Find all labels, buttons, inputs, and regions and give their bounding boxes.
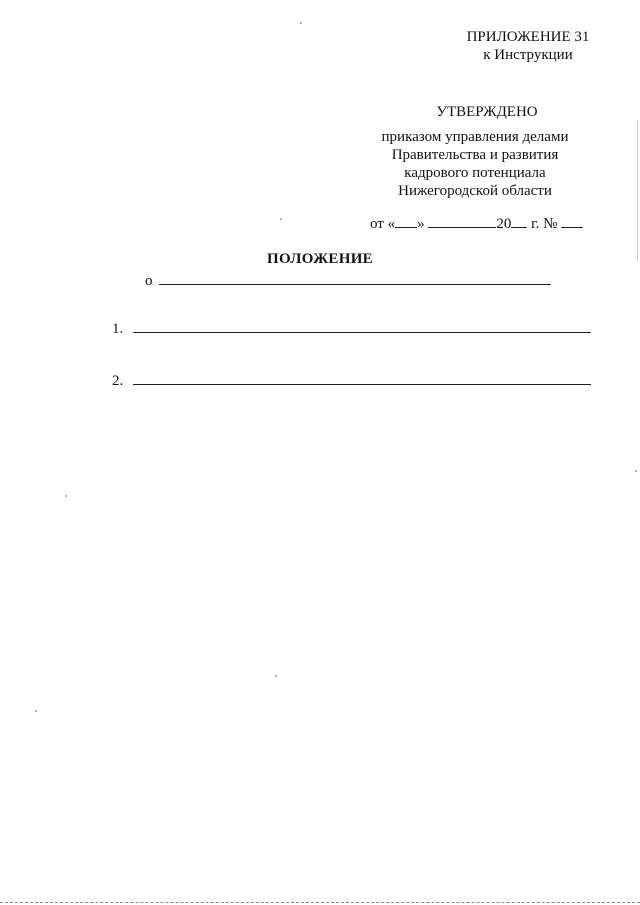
approval-order-line: приказом управления делами: [381, 129, 569, 145]
scan-speck: [35, 710, 37, 712]
scan-speck: [275, 675, 277, 677]
item-line-2: [112, 370, 591, 390]
item-number: 2.: [112, 373, 124, 389]
approval-order-line: Правительства и развития: [391, 147, 559, 163]
number-label: г. №: [527, 216, 558, 232]
about-prefix: о: [145, 273, 153, 289]
appendix-instruction: к Инструкции: [483, 47, 573, 63]
approval-order-block: [360, 128, 590, 200]
scan-edge-mark: [0, 901, 640, 903]
number-blank: [561, 214, 583, 228]
year-prefix: 20: [496, 216, 512, 232]
date-prefix: от «: [370, 216, 396, 232]
date-mid: »: [417, 216, 425, 232]
appendix-header: [438, 28, 618, 64]
item-blank: [133, 318, 591, 333]
scan-edge-mark: [637, 120, 638, 260]
year-blank: [511, 214, 527, 228]
scan-speck: [65, 495, 67, 497]
approved-label: УТВЕРЖДЕНО: [436, 104, 538, 120]
item-blank: [133, 370, 591, 385]
day-blank: [395, 214, 417, 228]
about-blank: [159, 270, 551, 285]
month-blank: [428, 214, 496, 228]
approval-order-line: кадрового потенциала: [404, 165, 546, 181]
item-number: 1.: [112, 321, 124, 337]
about-line: [145, 270, 551, 290]
appendix-number: ПРИЛОЖЕНИЕ 31: [466, 29, 590, 45]
approval-order-line: Нижегородской области: [398, 183, 552, 199]
scan-speck: [635, 470, 637, 472]
approval-date-line: [370, 214, 600, 233]
item-line-1: [112, 318, 591, 338]
scan-speck: [280, 218, 282, 220]
scan-speck: [300, 22, 302, 24]
document-title: ПОЛОЖЕНИЕ: [267, 251, 373, 267]
